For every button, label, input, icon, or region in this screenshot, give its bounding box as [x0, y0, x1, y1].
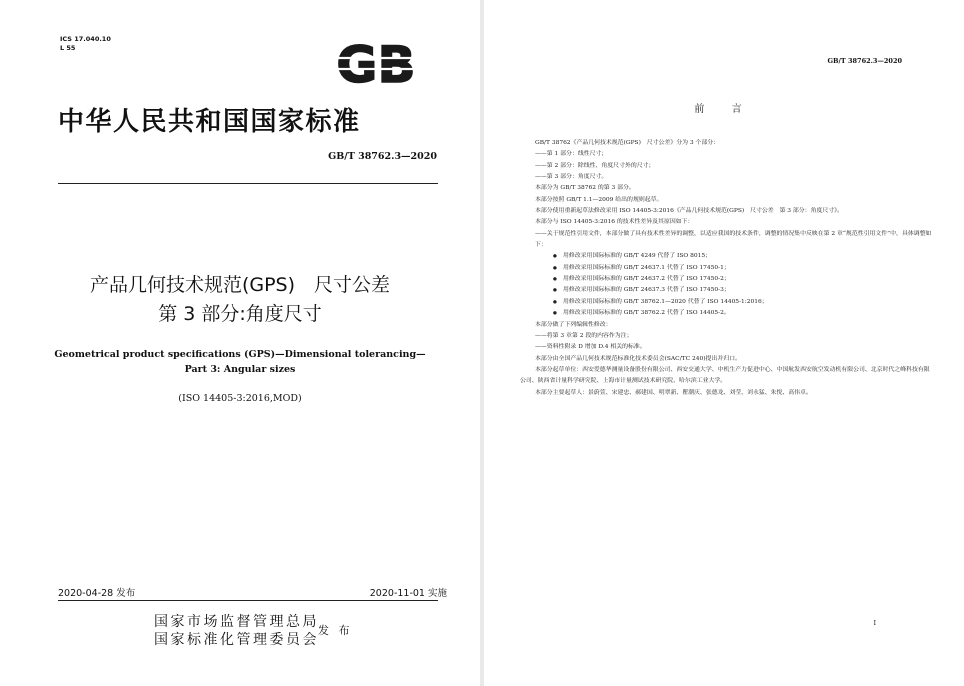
ics-code: ICS 17.040.10 — [60, 35, 111, 43]
top-rule — [58, 183, 438, 184]
foreword-body — [520, 138, 932, 399]
issuing-authorities — [154, 613, 319, 649]
implement-date: 2020-11-01 实施 — [369, 588, 447, 599]
title-cn-line2: 第 3 部分:角度尺寸 — [158, 303, 322, 325]
cover-page — [0, 0, 480, 686]
standard-number: GB/T 38762.3—2020 — [328, 151, 437, 162]
classification-codes — [60, 35, 111, 53]
list-item: ● 用修改采用国际标准的 GB/T 4249 代替了 ISO 8015； — [520, 251, 932, 262]
paragraph: 本部分按照 GB/T 1.1—2009 给出的规则起草。 — [535, 196, 663, 203]
gb-logo-text: GB — [336, 40, 416, 86]
page-header-number: GB/T 38762.3—2020 — [827, 57, 902, 65]
paragraph: ——资料性附录 D 增加 D.4 相关的标准。 — [535, 344, 646, 351]
paragraph: 本部分起草单位：西安爱德华测量设备股份有限公司、西安交通大学、中机生产力促进中心、中国航发西安航空发动机有限公司、北京时代之峰科技有限公司、陕西省计量科学研究院、上海市计量测试技术研究院、哈尔滨工业大学。 — [520, 366, 930, 385]
title-en-line1: Geometrical product specifications (GPS)—Dimensional tolerancing— — [54, 349, 426, 360]
gb-logo — [330, 40, 422, 86]
list-item: ● 用修改采用国际标准的 GB/T 38762.2 代替了 ISO 14405-2。 — [520, 308, 932, 319]
issuer-sac: 国家标准化管理委员会 — [154, 632, 319, 648]
paragraph: ——将第 3 章第 2 段的内容作为注； — [535, 332, 633, 339]
paragraph: ——关于规范性引用文件，本部分做了具有技术性差异的调整，以适应我国的技术条件，调整的情况集中反映在第 2 章“规范性引用文件”中，具体调整如下： — [535, 230, 932, 249]
foreword-title: 前 言 — [694, 104, 754, 115]
issuer-samr: 国家市场监督管理总局 — [154, 614, 319, 630]
paragraph: 本部分做了下列编辑性修改： — [535, 321, 612, 328]
list-item: ● 用修改采用国际标准的 GB/T 38762.1—2020 代替了 ISO 14405-1:2016； — [520, 297, 932, 308]
title-cn-line1: 产品几何技术规范(GPS) 尺寸公差 — [89, 274, 391, 296]
paragraph: GB/T 38762《产品几何技术规范(GPS) 尺寸公差》分为 3 个部分： — [535, 140, 720, 146]
paragraph: ——第 1 部分：线性尺寸； — [535, 151, 608, 158]
paragraph: ——第 3 部分：角度尺寸。 — [535, 174, 608, 181]
paragraph: 本部分与 ISO 14405-3:2016 的技术性差异及其原因如下： — [535, 219, 694, 226]
list-item: ● 用修改采用国际标准的 GB/T 24637.1 代替了 ISO 17450-1； — [520, 263, 932, 274]
issue-word: 发 布 — [318, 624, 353, 637]
list-item: ● 用修改采用国际标准的 GB/T 24637.2 代替了 ISO 17450-2； — [520, 274, 932, 285]
national-standard-title: 中华人民共和国国家标准 — [58, 107, 361, 137]
title-en-line2: Part 3: Angular sizes — [184, 364, 296, 375]
page-number: I — [873, 620, 876, 627]
paragraph: 本部分使用重新起草法修改采用 ISO 14405-3:2016《产品几何技术规范(GPS) 尺寸公差 第 3 部分：角度尺寸》。 — [535, 208, 843, 215]
ccs-code: L 55 — [60, 44, 76, 52]
bottom-rule — [58, 600, 438, 601]
paragraph: 本部分由全国产品几何技术规范标准化技术委员会(SAC/TC 240)提出并归口。 — [535, 355, 741, 362]
paragraph: 本部分为 GB/T 38762 的第 3 部分。 — [535, 185, 635, 192]
iso-reference: (ISO 14405-3:2016,MOD) — [178, 393, 302, 404]
foreword-page — [484, 0, 964, 686]
paragraph: 本部分主要起草人：景蔚萱、宋建忠、郝建国、明翠新、瞿潮庆、张德龙、刘莹、刘永猛、朱悦、高伟卓。 — [535, 389, 812, 396]
list-item: ● 用修改采用国际标准的 GB/T 24637.3 代替了 ISO 17450-3； — [520, 285, 932, 296]
paragraph: ——第 2 部分：除线性、角度尺寸外的尺寸； — [535, 162, 655, 169]
issue-date: 2020-04-28 发布 — [58, 588, 136, 599]
